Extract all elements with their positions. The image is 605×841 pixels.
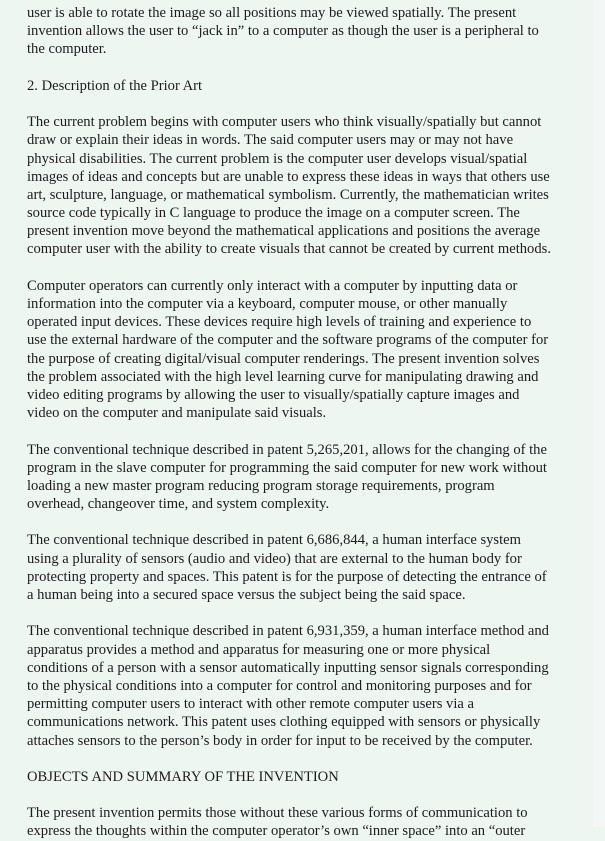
text-line: a human being into a secured space versus the subject being the said space.: [27, 587, 466, 603]
text-line: physical disabilities. The current problem is the computer user develops visual/spatial: [27, 150, 528, 167]
text-line: invention allows the user to “jack in” to a computer as though the user is a peripheral to: [27, 23, 539, 40]
text-line: The conventional technique described in patent 6,931,359, a human interface method and: [27, 623, 549, 640]
text-line: apparatus provides a method and apparatus for measuring one or more physical: [27, 641, 491, 658]
text-line: attaches sensors to the person’s body in order for input to be received by the computer.: [27, 732, 533, 749]
text-line: video editing programs by allowing the user to visually/spatially capture images and: [27, 386, 520, 403]
paragraph-present-invention: [27, 804, 597, 840]
text-line: loading a new master program reducing program storage requirements, program: [27, 477, 495, 494]
text-line: video on the computer and manipulate said visuals.: [27, 405, 327, 422]
intro-paragraph: [27, 4, 597, 59]
text-line: images of ideas and concepts but are unable to express these ideas in ways that others use: [27, 168, 550, 185]
text-line: present invention move beyond the mathematical applications and positions the average: [27, 223, 541, 240]
text-line: express the thoughts within the computer operator’s own “inner space” into an “outer: [27, 823, 526, 840]
text-line: information into the computer via a keyboard, computer mouse, or other manually: [27, 296, 508, 312]
text-line: computer user with the ability to create visuals that cannot be created by current methods.: [27, 241, 551, 258]
paragraph-patent-6931359: [27, 622, 597, 749]
text-line: The conventional technique described in patent 5,265,201, allows for the changing of the: [27, 441, 547, 458]
text-line: the computer.: [27, 41, 107, 58]
text-line: The present invention permits those without these various forms of communication to: [27, 805, 528, 822]
paragraph-patent-5265201: [27, 441, 597, 514]
text-line: to the physical conditions into a computer for control and monitoring purposes and for: [27, 677, 532, 694]
text-line: user is able to rotate the image so all positions may be viewed spatially. The present: [27, 5, 517, 21]
text-line: overhead, changeover time, and system complexity.: [27, 496, 330, 513]
text-line: use the external hardware of the computer and the software programs of the computer for: [27, 332, 549, 349]
text-line: protecting property and spaces. This patent is for the purpose of detecting the entrance of: [27, 568, 547, 585]
text-line: source code typically in C language to produce the image on a computer screen. The: [27, 205, 520, 222]
text-line: permitting computer users to interact with other remote computer users via a: [27, 696, 474, 713]
text-line: communications network. This patent uses clothing equipped with sensors or physically: [27, 714, 541, 731]
text-line: The current problem begins with computer users who think visually/spatially but cannot: [27, 114, 542, 131]
paragraph-computer-operators: [27, 277, 597, 423]
text-line: art, sculpture, language, or mathematical symbolism. Currently, the mathematician writes: [27, 186, 549, 203]
summary-heading: OBJECTS AND SUMMARY OF THE INVENTION: [27, 768, 339, 785]
text-line: operated input devices. These devices require high levels of training and experience to: [27, 314, 532, 331]
text-line: The conventional technique described in patent 6,686,844, a human interface system: [27, 532, 521, 549]
text-line: the problem associated with the high level learning curve for manipulating drawing and: [27, 368, 539, 385]
text-line: conditions of a person with a sensor automatically inputting sensor signals corresponding: [27, 659, 549, 676]
text-line: using a plurality of sensors (audio and video) that are external to the human body for: [27, 550, 522, 567]
prior-art-heading: 2. Description of the Prior Art: [27, 77, 203, 94]
patent-page: [27, 4, 597, 841]
text-line: draw or explain their ideas in words. The said computer users may or may not have: [27, 132, 514, 149]
paragraph-patent-6686844: [27, 531, 597, 604]
text-line: Computer operators can currently only interact with a computer by inputting data or: [27, 277, 518, 294]
text-line: program in the slave computer for programming the said computer for new work without: [27, 459, 547, 476]
text-line: the purpose of creating digital/visual computer renderings. The present invention solves: [27, 350, 540, 367]
paragraph-current-problem: [27, 113, 597, 259]
